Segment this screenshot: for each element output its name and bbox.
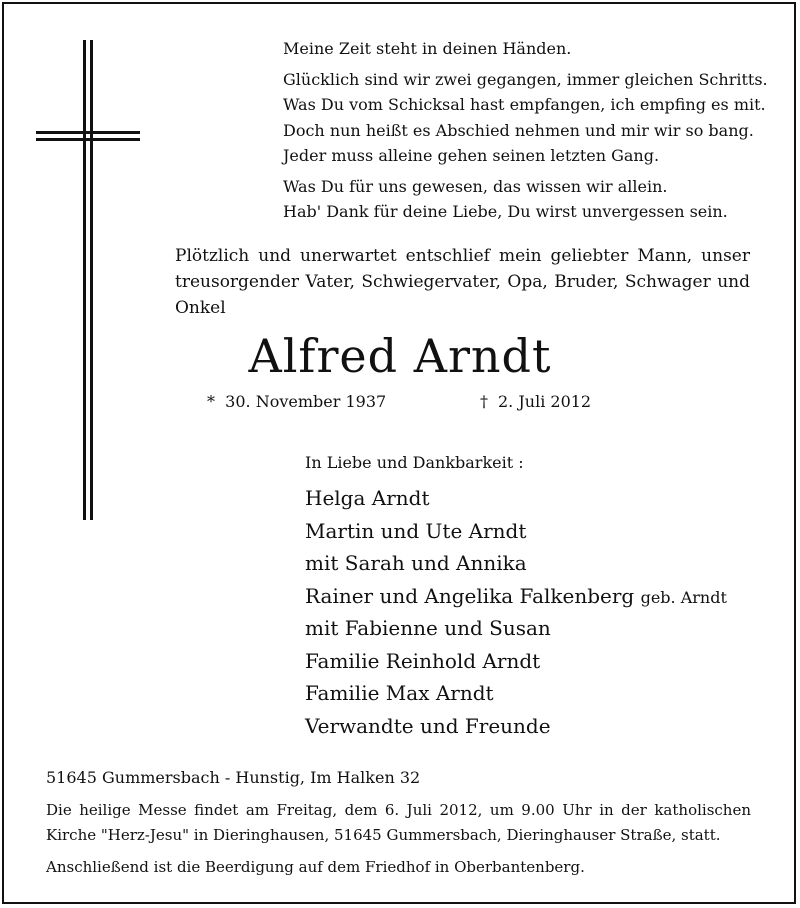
mourner-note: geb. Arndt (640, 587, 727, 607)
intro-text (175, 243, 750, 321)
burial-info: Anschließend ist die Beerdigung auf dem Friedhof in Oberbantenberg. (46, 858, 585, 876)
thanks-line: In Liebe und Dankbarkeit : (305, 453, 524, 472)
death-date: 2. Juli 2012 (498, 392, 592, 411)
poem-line: Jeder muss alleine gehen seinen letzten Gang. (283, 146, 660, 165)
poem-line: Hab' Dank für deine Liebe, Du wirst unvergessen sein. (283, 202, 728, 221)
mourner-name: Rainer und Angelika Falkenberg (305, 583, 635, 608)
poem-line: Glücklich sind wir zwei gegangen, immer gleichen Schritts. (283, 69, 768, 89)
death-date-line (480, 389, 591, 415)
birth-symbol: * (207, 392, 215, 411)
poem-line: Was Du vom Schicksal hast empfangen, ich empfing es mit. (283, 95, 766, 114)
birth-date: 30. November 1937 (225, 392, 387, 411)
mourner-item (305, 482, 727, 515)
mourner-name: Verwandte und Freunde (305, 713, 551, 738)
mourner-item (305, 612, 727, 645)
mourner-name: Martin und Ute Arndt (305, 518, 527, 543)
mourner-item (305, 547, 727, 580)
death-symbol: † (480, 392, 488, 411)
poem-line: Meine Zeit steht in deinen Händen. (283, 39, 572, 58)
mass-info-text: Die heilige Messe findet am Freitag, dem 6. Juli 2012, um 9.00 Uhr in der katholischen Kirche "Herz-Jesu" in Dieringhausen, 51645 Gummersbach, Dieringhauser Straße, statt. (46, 801, 751, 844)
mourner-name: Familie Max Arndt (305, 681, 494, 705)
poem-line: Doch nun heißt es Abschied nehmen und mir wir so bang. (283, 120, 754, 140)
mourner-name: Familie Reinhold Arndt (305, 648, 541, 673)
mourner-item (305, 515, 727, 548)
mourner-item (305, 710, 727, 743)
birth-date-line (207, 389, 386, 415)
mourner-item (305, 645, 727, 678)
poem-stanza (283, 67, 768, 169)
intro-paragraph: Plötzlich und unerwartet entschlief mein geliebter Mann, unser treusorgender Vater, Schwiegervater, Opa, Bruder, Schwager und Onkel (175, 246, 750, 318)
mourner-name: mit Sarah und Annika (305, 551, 527, 575)
address: 51645 Gummersbach - Hunstig, Im Halken 32 (46, 768, 421, 787)
mourner-item (305, 580, 727, 613)
poem-stanza (283, 36, 768, 62)
poem (283, 36, 768, 230)
poem-stanza (283, 174, 768, 225)
poem-line: Was Du für uns gewesen, das wissen wir allein. (283, 176, 668, 196)
mass-info (46, 798, 751, 848)
cross-icon (36, 40, 140, 520)
mourner-name: Helga Arndt (305, 486, 430, 510)
mourner-name: mit Fabienne und Susan (305, 616, 551, 640)
deceased-name: Alfred Arndt (248, 329, 552, 383)
mourner-item (305, 677, 727, 710)
mourners-list (305, 482, 727, 742)
